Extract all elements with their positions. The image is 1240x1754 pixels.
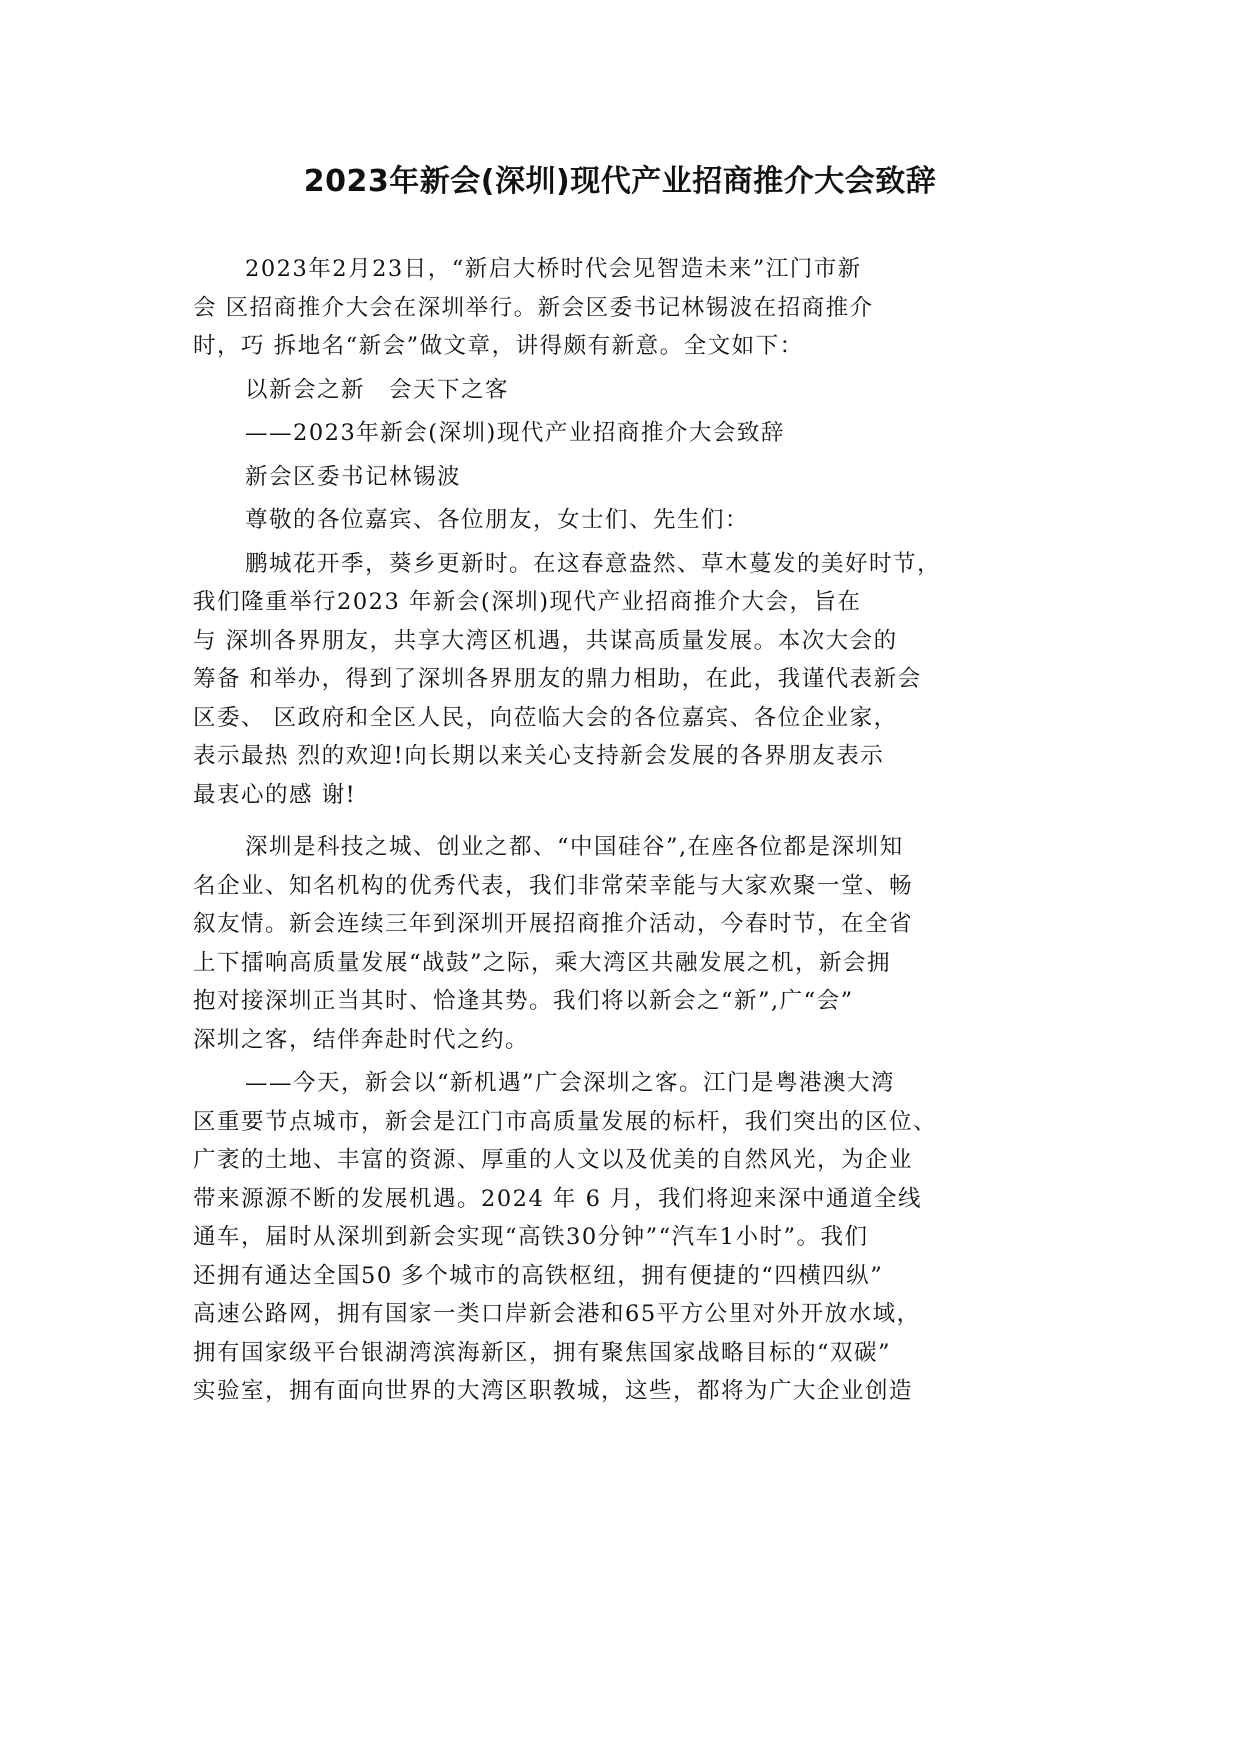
paragraph-line: 拥有国家级平台银湖湾滨海新区，拥有聚焦国家战略目标的“双碳”: [193, 1339, 892, 1366]
paragraph-line: 通车，届时从深圳到新会实现“高铁30分钟”“汽车1小时”。我们: [193, 1224, 869, 1250]
paragraph-line: 实验室，拥有面向世界的大湾区职教城，这些，都将为广大企业创造: [193, 1378, 914, 1404]
paragraph-line: 高速公路网，拥有国家一类口岸新会港和65平方公里对外开放水域，: [193, 1301, 921, 1327]
paragraph-3: [193, 1064, 1053, 1411]
paragraph-line: 上下擂响高质量发展“战鼓”之际，乘大湾区共融发展之机，新会拥: [193, 949, 892, 976]
paragraph-line: 鹏城花开季，葵乡更新时。在这春意盎然、草木蔓发的美好时节，: [245, 550, 942, 577]
paragraph-line: 名企业、知名机构的优秀代表，我们非常荣幸能与大家欢聚一堂、畅: [193, 872, 914, 899]
paragraph-line: 区重要节点城市，新会是江门市高质量发展的标杆，我们突出的区位、: [193, 1108, 938, 1135]
speech-title: 以新会之新 会天下之客: [245, 376, 510, 403]
greeting-line: 尊敬的各位嘉宾、各位朋友，女士们、先生们：: [245, 507, 750, 533]
paragraph-line: 与 深圳各界朋友，共享大湾区机遇，共谋高质量发展。本次大会的: [193, 627, 898, 654]
paragraph-line: 抱对接深圳正当其时、恰逢其势。我们将以新会之“新”,广“会”: [193, 988, 854, 1014]
paragraph-2: [193, 828, 1053, 1059]
speaker-line: 新会区委书记林锡波: [245, 463, 462, 490]
paragraph-line: 广袤的土地、丰富的资源、厚重的人文以及优美的自然风光，为企业: [193, 1147, 914, 1173]
intro-paragraph: [193, 250, 1053, 366]
paragraph-line: 深圳是科技之城、创业之都、“中国硅谷”,在座各位都是深圳知: [245, 834, 904, 860]
paragraph-line: 深圳之客，结伴奔赴时代之约。: [193, 1026, 530, 1053]
paragraph-line: ——今天，新会以“新机遇”广会深圳之客。江门是粤港澳大湾: [245, 1070, 896, 1096]
paragraph-line: 带来源源不断的发展机遇。2024 年 6 月，我们将迎来深中通道全线: [193, 1185, 923, 1212]
paragraph-line: 表示最热 烈的欢迎!向长期以来关心支持新会发展的各界朋友表示: [193, 743, 885, 769]
speech-subtitle: ——2023年新会(深圳)现代产业招商推介大会致辞: [245, 420, 785, 446]
paragraph-line: 最衷心的感 谢!: [193, 781, 357, 808]
document-title: 2023年新会(深圳)现代产业招商推介大会致辞: [303, 164, 937, 199]
intro-line: 2023年2月23日，“新启大桥时代会见智造未来”江门市新: [245, 256, 862, 282]
intro-line: 会 区招商推介大会在深圳举行。新会区委书记林锡波在招商推介: [193, 294, 874, 321]
paragraph-1: [193, 545, 1053, 815]
paragraph-line: 叙友情。新会连续三年到深圳开展招商推介活动，今春时节，在全省: [193, 911, 914, 937]
intro-line: 时，巧 拆地名“新会”做文章，讲得颇有新意。全文如下：: [193, 333, 804, 359]
document-body: [193, 250, 1053, 1411]
paragraph-line: 区委、 区政府和全区人民，向莅临大会的各位嘉宾、各位企业家，: [193, 704, 898, 731]
paragraph-line: 筹备 和举办，得到了深圳各界朋友的鼎力相助，在此，我谨代表新会: [193, 666, 922, 692]
paragraph-line: 我们隆重举行2023 年新会(深圳)现代产业招商推介大会，旨在: [193, 589, 862, 615]
paragraph-line: 还拥有通达全国50 多个城市的高铁枢纽，拥有便捷的“四横四纵”: [193, 1262, 884, 1289]
